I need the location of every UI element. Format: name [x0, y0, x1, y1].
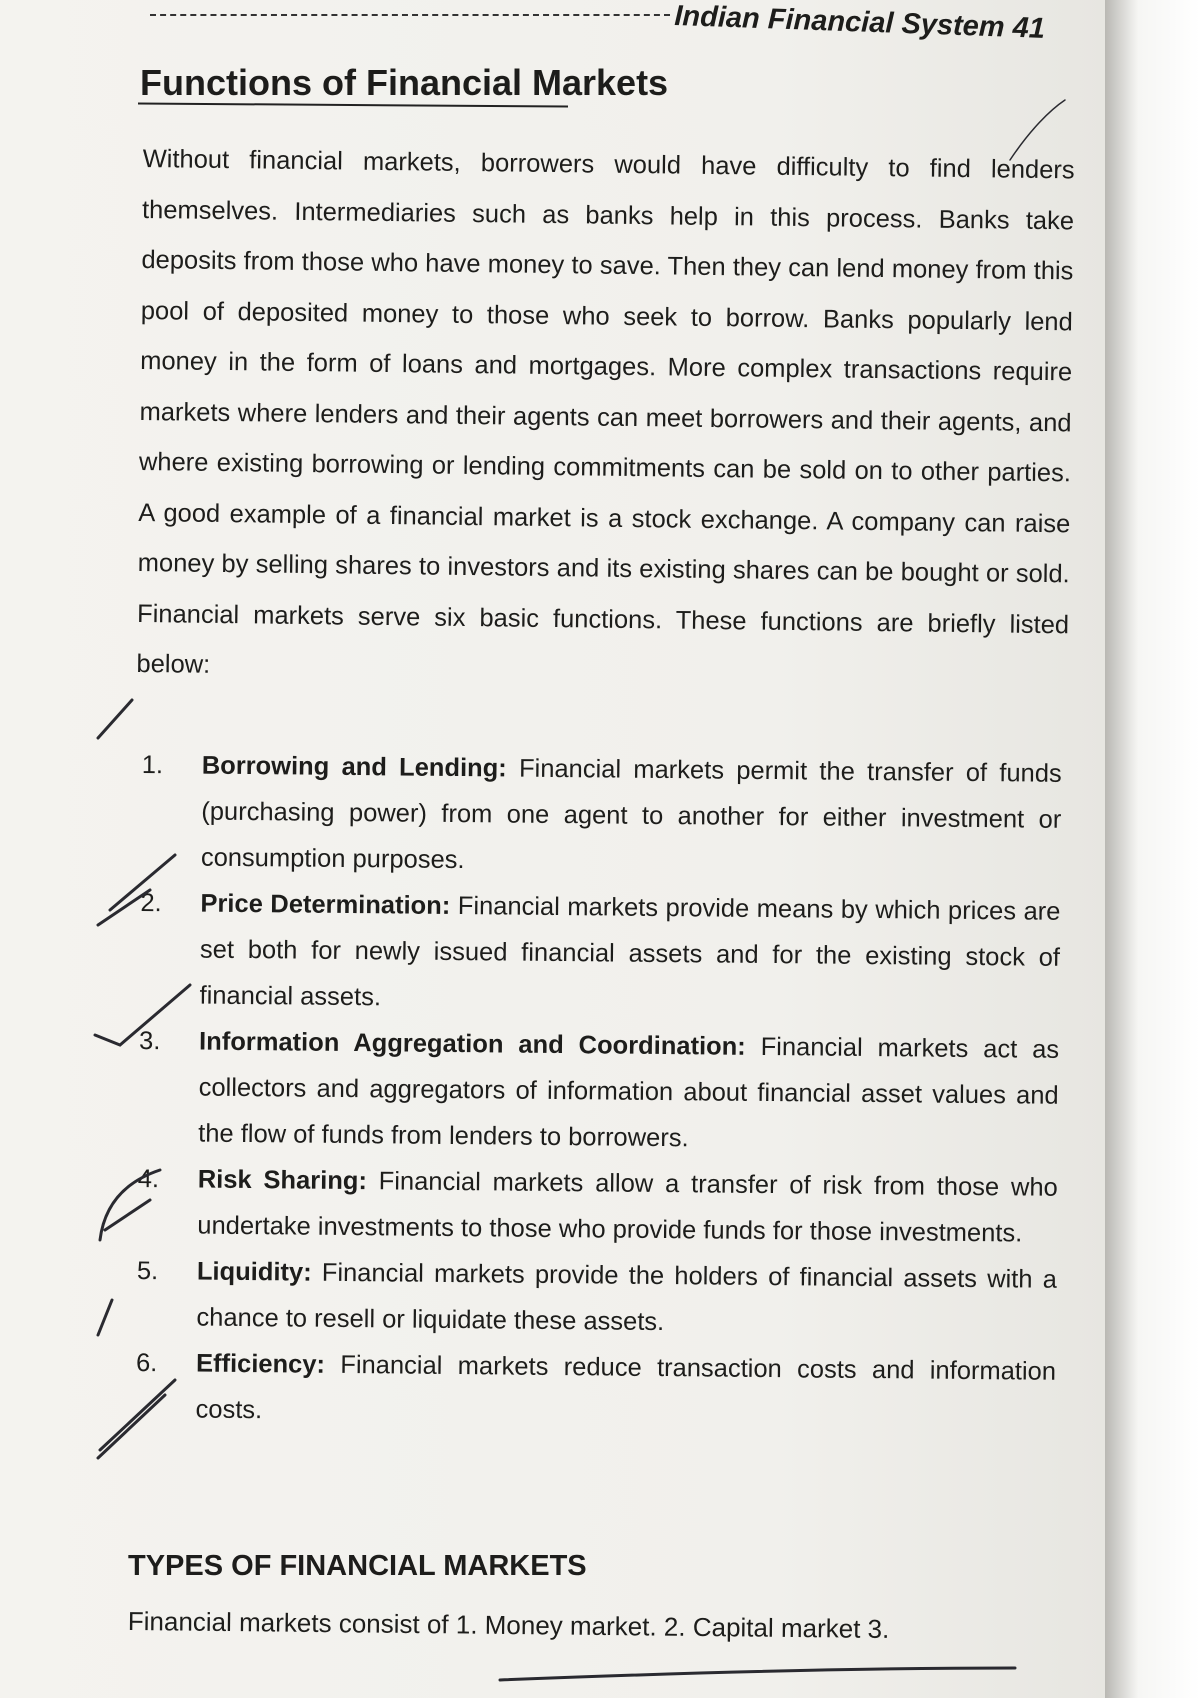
item-text: Financial markets reduce transaction costs and information costs.: [195, 1350, 1057, 1425]
item-term: Price Determination:: [200, 889, 451, 920]
item-text: Financial markets provide the holders of financial assets with a chance to resell or liquidate these assets.: [196, 1258, 1058, 1337]
item-number: 6.: [135, 1348, 158, 1378]
list-item: [141, 742, 1062, 889]
list-item: [138, 1018, 1059, 1165]
item-term: Efficiency:: [195, 1349, 326, 1379]
list-item: [139, 880, 1060, 1027]
item-number: 1.: [141, 750, 164, 780]
types-heading: TYPES OF FINANCIAL MARKETS: [128, 1550, 587, 1582]
item-term: Liquidity:: [196, 1257, 312, 1287]
functions-list: [135, 742, 1062, 1441]
item-number: 5.: [136, 1256, 159, 1286]
item-text: Financial markets allow a transfer of risk from those who undertake investments to those who provide funds for those investments.: [197, 1167, 1058, 1248]
item-text: Financial markets permit the transfer of funds (purchasing power) from one agent to another for either investment or consumption purposes.: [200, 754, 1062, 875]
intro-paragraph: Without financial markets, borrowers would have difficulty to find lenders themselves. Intermediaries such as banks help in this process. Banks take deposits from those who have money to save. Then they can lend money from this pool of deposited money to those who seek to borrow. Banks popularly lend money in the form of loans and mortgages. More complex transactions require markets where lenders and their agents can meet borrowers and their agents, and where existing borrowing or lending commitments can be sold on to other parties. A good example of a financial market is a stock exchange. A company can raise money by selling shares to investors and its existing shares can be bought or sold. Financial markets serve six basic functions. These functions are briefly listed below:: [136, 144, 1075, 679]
item-text: Financial markets act as collectors and aggregators of information about financial asset values and the flow of funds from lenders to borrowers.: [198, 1032, 1060, 1153]
types-text: Financial markets consist of 1. Money market. 2. Capital market 3.: [127, 1606, 890, 1644]
item-text: Financial markets provide means by which prices are set both for newly issued financial assets and for the existing stock of financial assets.: [199, 892, 1061, 1012]
section-title: Functions of Financial Markets: [140, 62, 669, 103]
item-term: Information Aggregation and Coordination:: [198, 1027, 746, 1061]
item-term: Risk Sharing:: [197, 1165, 368, 1196]
page-edge-shadow: [1105, 0, 1200, 1698]
running-head: Indian Financial System 41: [673, 0, 1046, 45]
list-item: [137, 1156, 1058, 1257]
list-item: [135, 1340, 1056, 1441]
item-number: 4.: [137, 1164, 160, 1194]
item-number: 2.: [140, 888, 162, 918]
item-number: 3.: [138, 1026, 161, 1056]
header-dashed-rule: [150, 14, 670, 16]
list-item: [136, 1248, 1057, 1349]
item-term: Borrowing and Lending:: [201, 751, 507, 783]
